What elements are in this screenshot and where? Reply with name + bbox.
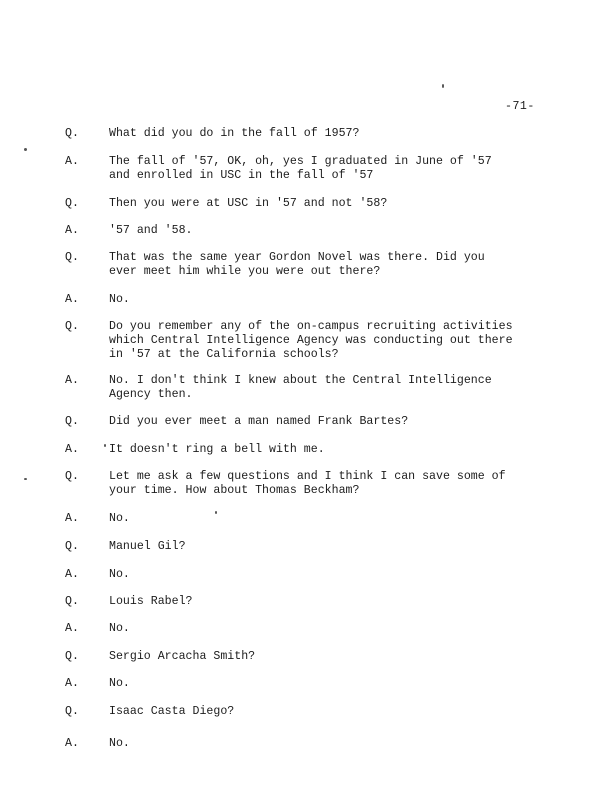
scan-speck <box>24 148 27 151</box>
speaker-label: A. <box>65 622 79 635</box>
entry-text: '57 and '58. <box>109 224 193 237</box>
speaker-label: A. <box>65 677 79 690</box>
entry-text: No. I don't think I knew about the Central Intelligence Agency then. <box>109 374 492 401</box>
scan-speck <box>442 84 444 88</box>
speaker-label: A. <box>65 568 79 581</box>
entry-text: No. <box>109 622 130 635</box>
entry-text: Let me ask a few questions and I think I can save some of your time. How about Thomas Beckham? <box>109 470 506 497</box>
entry-text: Sergio Arcacha Smith? <box>109 650 256 663</box>
entry-text: No. <box>109 568 130 581</box>
entry-text: What did you do in the fall of 1957? <box>109 127 360 140</box>
entry-text: Manuel Gil? <box>109 540 186 553</box>
entry-text: No. <box>109 293 130 306</box>
page-number: -71- <box>505 100 535 113</box>
speaker-label: A. <box>65 224 79 237</box>
speaker-label: A. <box>65 737 79 750</box>
speaker-label: A. <box>65 293 79 306</box>
speaker-label: A. <box>65 374 79 387</box>
speaker-label: A. <box>65 512 79 525</box>
speaker-label: Q. <box>65 705 79 718</box>
speaker-label: A. <box>65 155 79 168</box>
scan-speck <box>215 511 217 514</box>
scan-speck <box>24 478 27 480</box>
speaker-label: Q. <box>65 251 79 264</box>
entry-text: Then you were at USC in '57 and not '58? <box>109 197 388 210</box>
speaker-label: Q. <box>65 650 79 663</box>
speaker-label: Q. <box>65 415 79 428</box>
entry-text: Louis Rabel? <box>109 595 193 608</box>
entry-text: Did you ever meet a man named Frank Bartes? <box>109 415 409 428</box>
entry-text: That was the same year Gordon Novel was there. Did you ever meet him while you were out there? <box>109 251 485 278</box>
speaker-label: Q. <box>65 540 79 553</box>
speaker-label: Q. <box>65 470 79 483</box>
scan-speck <box>104 444 106 447</box>
entry-text: No. <box>109 677 130 690</box>
speaker-label: Q. <box>65 595 79 608</box>
entry-text: The fall of '57, OK, oh, yes I graduated in June of '57 and enrolled in USC in the fall of '57 <box>109 155 492 182</box>
speaker-label: Q. <box>65 197 79 210</box>
speaker-label: A. <box>65 443 79 456</box>
entry-text: Isaac Casta Diego? <box>109 705 235 718</box>
speaker-label: Q. <box>65 127 79 140</box>
entry-text: No. <box>109 512 130 525</box>
speaker-label: Q. <box>65 320 79 333</box>
entry-text: No. <box>109 737 130 750</box>
entry-text: Do you remember any of the on-campus recruiting activities which Central Intelligence Agency was conducting out there in '57 at the California schools? <box>109 320 513 361</box>
entry-text: It doesn't ring a bell with me. <box>109 443 325 456</box>
